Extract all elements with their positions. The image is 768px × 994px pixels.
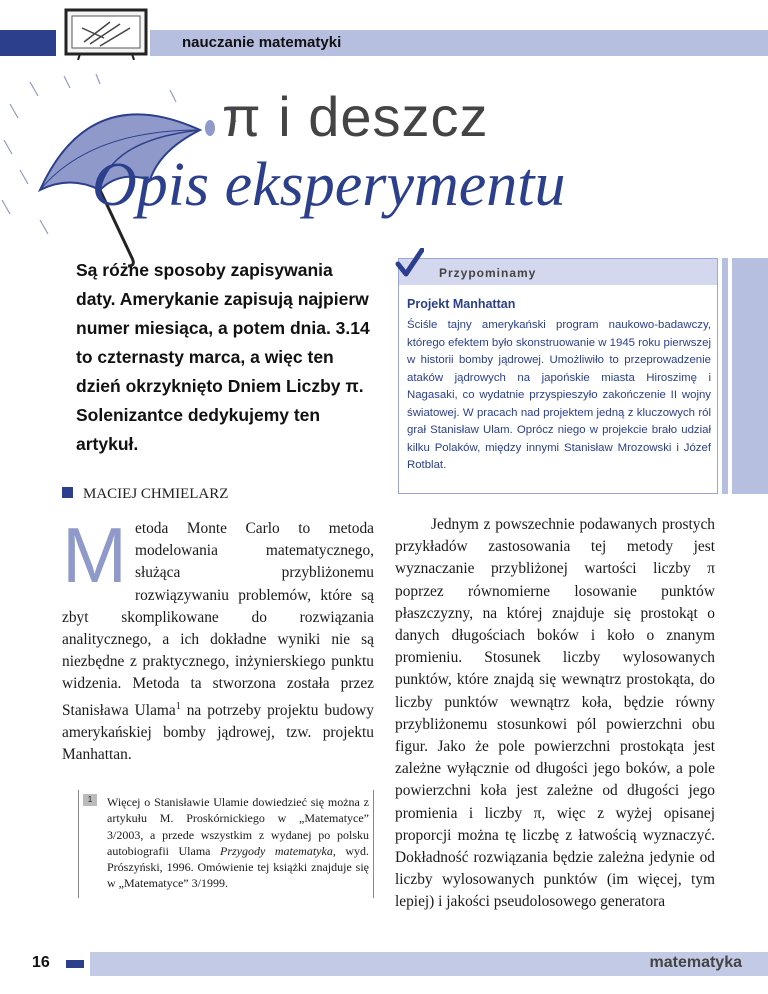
reminder-box-label: Przypominamy [439, 266, 537, 280]
article-column-right: Jednym z powszechnie podawanych prostych przykładów zastosowania tej metody jest wyznaczanie przybliżonej wartości liczby π poprzez równomierne losowanie punktów płaszczyzny, na której znajduje się prostokąt o danych długościach boków i koło o znanym promieniu. Stosunek liczby wylosowanych punktów, które znajdą się wewnątrz prostokąta, do liczby punktów wewnątrz koła, będzie równy przybliżonemu stosunkowi pól powierzchni obu figur. Jako że pole powierzchni prostokąta jest zależne wyłącznie od długości jego boków, a pole powierzchni koła jest zależne od długości jego promienia i liczby π, więc z wyżej opisanej proporcji można tę liczbę z łatwością wyznaczyć. Dokładność rozwiązania będzie zależna jedynie od liczby wylosowanych punktów (im więcej, tym lepiej) i jakości pseudolosowego generatora [395, 516, 715, 911]
article-column-left [62, 511, 374, 766]
footer [0, 952, 768, 976]
reminder-box [398, 258, 718, 494]
reminder-box-text: Ściśle tajny amerykański program naukowo-badawczy, którego efektem było skonstruowanie w 1945 roku pierwszej w historii bomby jądrowej. Umożliwiło to przeprowadzenie ataków jądrowych na japońskie miasta Hiroszimę i Nagasaki, co wydatnie przyspieszyło zakończenie II wojny światowej. W pracach nad projektem jedną z kluczowych ról grał Stanisław Ulam. Oprócz niego w projekcie brało udział kilku Polaków, między innymi Stanisław Mrozowski i Józef Rotblat. [407, 319, 711, 471]
page-number: 16 [32, 954, 50, 971]
drop-cap: M [62, 511, 127, 599]
checkmark-icon [394, 248, 424, 278]
page-title: Opis eksperymentu [92, 151, 566, 219]
footer-bar [90, 952, 768, 976]
author [62, 486, 228, 503]
header-accent-bar [0, 30, 56, 56]
article-text-left-b: na potrzeby projektu budowy amerykańskiej bomby jądrowej, tzw. projektu Manhattan. [62, 701, 374, 764]
blackboard-icon [60, 6, 152, 60]
author-name: MACIEJ CHMIELARZ [83, 486, 229, 502]
square-bullet-icon [62, 487, 73, 498]
footer-accent-bar [66, 960, 84, 968]
footnote-reference: 1 [175, 700, 181, 712]
section-label: nauczanie matematyki [182, 34, 342, 51]
footnote-mark: 1 [83, 794, 97, 806]
reminder-box-header [399, 259, 717, 285]
footnote-box [78, 790, 374, 898]
footnote-text-b: , wyd. Prószyński, 1996. Omówienie tej książki znajduje się w „Matematyce” 3/1999. [107, 843, 369, 891]
article-text-left-a: etoda Monte Carlo to metoda modelowania matematycznego, służąca przybliżonemu rozwiązywaniu problemów, które są zbyt skomplikowane do rozwiązania analitycznego, a ich dokładne wyniki nie są niezbędne z praktycznego, inżynierskiego punktu widzenia. Metoda ta stworzona została przez Stanisława Ulama [62, 520, 374, 719]
magazine-name: matematyka [649, 954, 742, 971]
footnote-book-title: Przygody matematyka [220, 843, 333, 858]
title-pi: π i deszcz [222, 85, 489, 148]
sidebar-stripes [722, 258, 768, 494]
footnote-text-a: Więcej o Stanisławie Ulamie dowiedzieć się można z artykułu M. Proskórnickiego w „Matematyce” 3/2003, a przede wszystkim z wydanej po polsku autobiografii Ulama [107, 795, 369, 858]
reminder-box-title: Projekt Manhattan [407, 297, 516, 311]
lead-paragraph: Są różne sposoby zapisywania daty. Amerykanie zapisują najpierw numer miesiąca, a potem dnia. 3.14 to czternasty marca, a więc ten dzień okrzyknięto Dniem Liczby π. Solenizantce dedykujemy ten artykuł. [76, 260, 370, 454]
footnote-text [107, 794, 369, 892]
